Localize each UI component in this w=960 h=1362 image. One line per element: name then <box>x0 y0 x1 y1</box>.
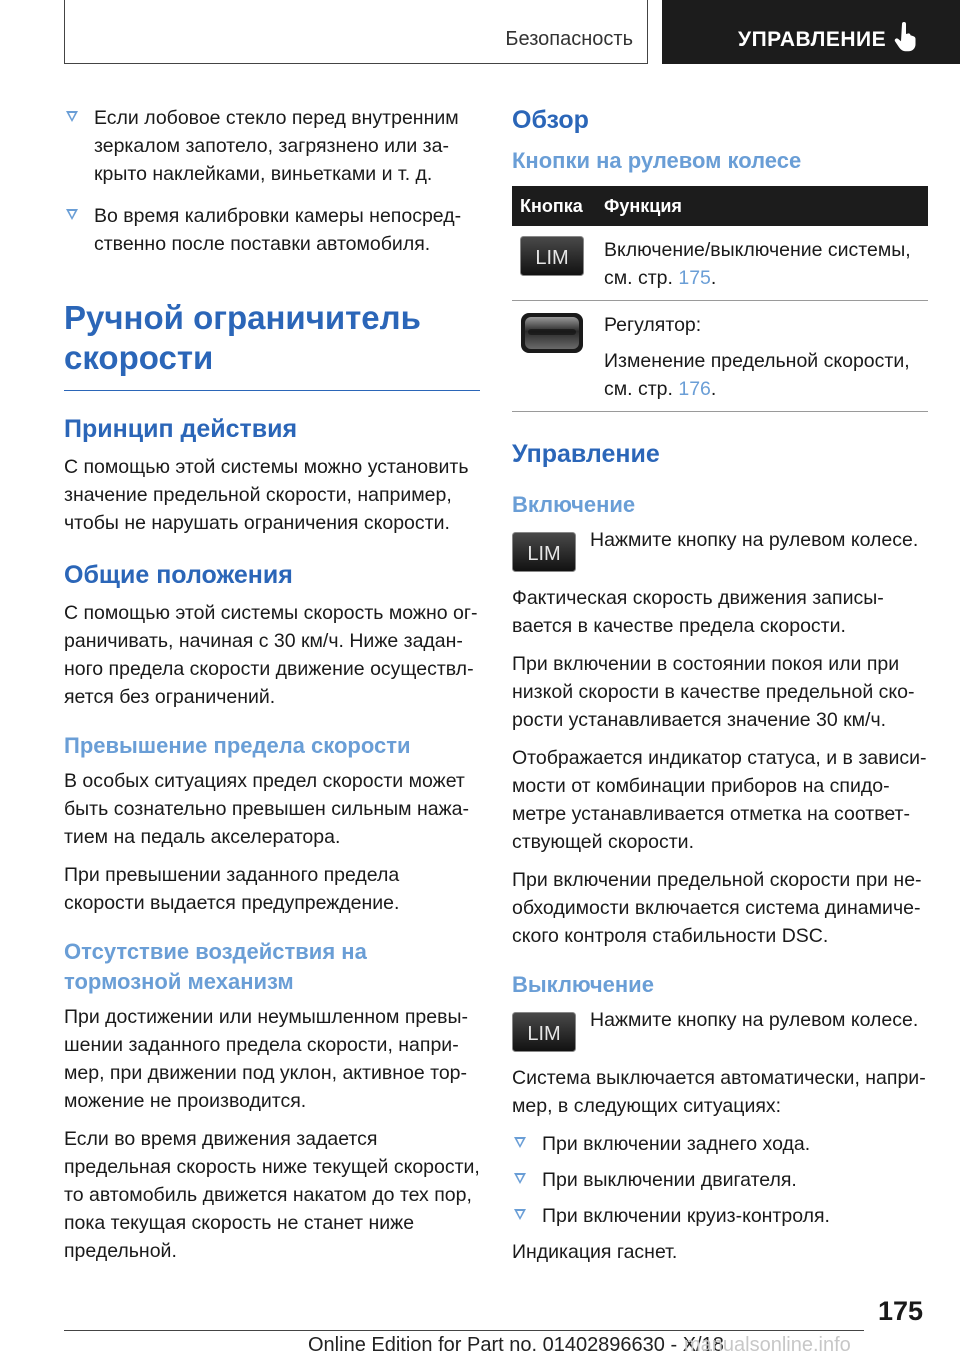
regulator-label: Регулятор: <box>604 314 702 336</box>
exceed-heading: Превышение предела скорости <box>64 733 411 758</box>
on-paragraph-4: При включении предельной скорости при необходимости включается система динамического контроля стабильности DSC. <box>512 869 922 947</box>
rocker-switch-icon <box>520 311 584 355</box>
off-paragraph-1: Система выключается автоматически, например, в следующих ситуациях: <box>512 1067 926 1117</box>
on-heading: Включение <box>512 492 636 517</box>
bullet-triangle-icon <box>66 209 78 220</box>
control-heading: Управление <box>512 440 660 468</box>
off-paragraph-2: Индикация гаснет. <box>512 1241 678 1263</box>
on-paragraph-2: При включении в состоянии покоя или при низкой скорости в качестве предельной скорости устанавливается значение 30 км/ч. <box>512 653 915 731</box>
principle-heading: Принцип действия <box>64 415 298 443</box>
on-paragraph-1: Фактическая скорость движения записывается в качестве предела скорости. <box>512 587 884 637</box>
footer-edition: Online Edition for Part no. 01402896630 - X/18 <box>308 1334 724 1356</box>
header-section-title: Безопасность <box>505 28 633 50</box>
steering-buttons-heading: Кнопки на рулевом колесе <box>512 148 802 173</box>
on-paragraph-3: Отображается индикатор статуса, и в зависимости от комбинации приборов на спидометре устанавливается отметка на соответствующей скорости. <box>512 747 927 853</box>
page-number: 175 <box>878 1296 924 1326</box>
chapter-heading: Ручной ограничитель скорости <box>64 298 480 391</box>
list-item: Во время калибровки камеры непосредственно после поставки автомобиля. <box>64 202 480 258</box>
overview-heading: Обзор <box>512 106 589 134</box>
header-chapter-box <box>662 0 960 64</box>
list-item: При выключении двигателя. <box>512 1166 928 1194</box>
footer-divider <box>64 1330 864 1331</box>
general-text: С помощью этой системы скорость можно ограничивать, начиная с 30 км/ч. Ниже заданного предела скорости движение осуществляется без ограничений. <box>64 602 478 708</box>
exceed-text-1: В особых ситуациях предел скорости может быть сознательно превышен сильным нажатием на педаль акселератора. <box>64 770 469 848</box>
list-item: При включении заднего хода. <box>512 1130 928 1158</box>
lim-button-icon <box>520 236 584 276</box>
right-column <box>512 104 928 1276</box>
bullet-triangle-icon <box>514 1137 526 1148</box>
table-header-function: Функция <box>596 186 928 226</box>
table-row: Регулятор: Изменение предельной скорости, см. стр. 176. <box>512 301 928 412</box>
svg-text:LIM: LIM <box>527 543 561 565</box>
brake-text-1: При достижении или неумышленном превышении заданного предела скорости, например, при движении под уклон, активное торможение не производится. <box>64 1006 468 1112</box>
svg-text:LIM: LIM <box>527 1023 561 1045</box>
brake-heading: Отсутствие воздействия на тормозной механизм <box>64 939 367 994</box>
table-header-row <box>512 186 928 226</box>
svg-text:LIM: LIM <box>535 247 569 269</box>
header-section-box <box>64 0 648 64</box>
bullet-triangle-icon <box>514 1173 526 1184</box>
left-column <box>64 104 480 1275</box>
off-instruction: Нажмите кнопку на рулевом колесе. <box>590 1009 919 1031</box>
page-link-176[interactable]: 176 <box>678 378 711 400</box>
lim-button-icon <box>512 1012 576 1052</box>
footer-watermark: manualsonline.info <box>684 1334 851 1356</box>
header-chapter-title: УПРАВЛЕНИЕ <box>738 28 887 51</box>
on-instruction: Нажмите кнопку на рулевом колесе. <box>590 529 919 551</box>
table-row: LIM Включение/выключение системы, см. стр. 175. <box>512 226 928 301</box>
page-link-175[interactable]: 175 <box>678 267 711 289</box>
list-item: Если лобовое стекло перед внутренним зеркалом запотело, загрязнено или закрыто наклейками, виньетками и т. д. <box>64 104 480 188</box>
table-header-button: Кнопка <box>512 186 596 226</box>
principle-text: С помощью этой системы можно установить значение предельной скорости, например, чтобы не нарушать ограничения скорости. <box>64 456 469 534</box>
hand-pointer-icon <box>894 22 918 52</box>
bullet-triangle-icon <box>514 1209 526 1220</box>
bullet-triangle-icon <box>66 111 78 122</box>
buttons-table <box>512 186 928 412</box>
off-heading: Выключение <box>512 972 654 997</box>
exceed-text-2: При превышении заданного предела скорости выдается предупреждение. <box>64 864 400 914</box>
brake-text-2: Если во время движения задается предельная скорость ниже текущей скорости, то автомобиль движется накатом до тех пор, пока текущая скорость не станет ниже предельной. <box>64 1128 480 1262</box>
general-heading: Общие положения <box>64 561 293 589</box>
lim-button-icon <box>512 532 576 572</box>
list-item: При включении круиз-контроля. <box>512 1202 928 1230</box>
